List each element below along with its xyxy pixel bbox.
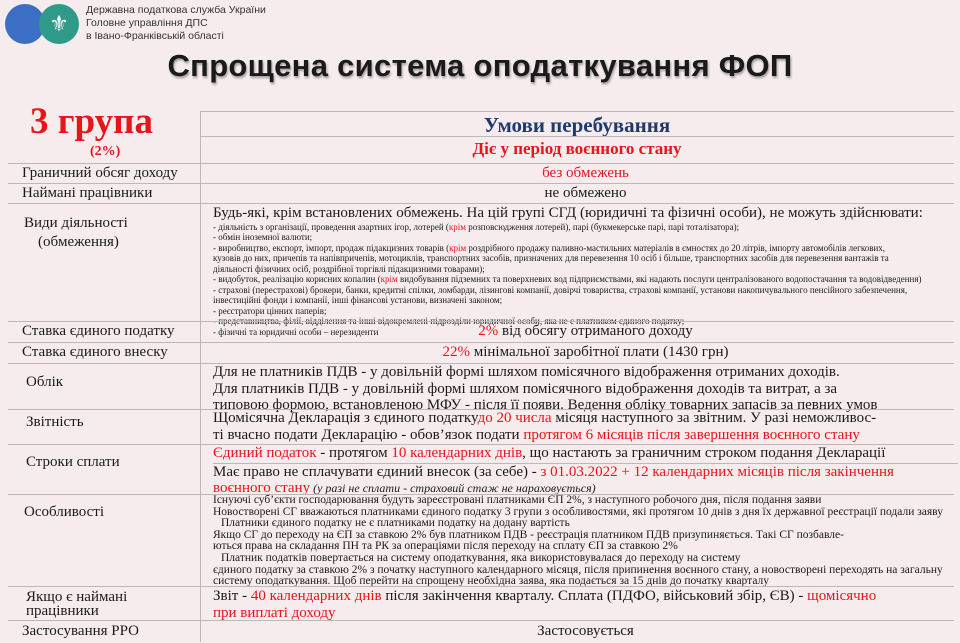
- rro-label: Застосування РРО: [22, 623, 139, 639]
- martial-law-note: Діє у період воєнного стану: [472, 139, 682, 158]
- contribution-value: 22% мінімальної заробітної плати (1430 грн): [442, 344, 729, 360]
- hired-employees-label: Якщо є наймані працівники: [26, 589, 128, 619]
- conditions-header: Умови перебування: [483, 113, 671, 137]
- organization-name: [86, 4, 266, 43]
- feature-line: Новостворені СГ вважаються платниками єдиного податку 3 групи з особливостями, які протягом 10 днів з дня їх державної реєстрації подали заяву: [213, 505, 943, 518]
- accounting-line: Для не платників ПДВ - у довільній формі шляхом помісячного відображення отриманих доходів.: [213, 364, 840, 380]
- reporting-line: ті вчасно подати Декларацію - обов’язок подати протягом 6 місяців після завершення воєнного стану: [213, 426, 860, 443]
- feature-line: Платник податків повертається на систему оподаткування, яка використовувалася до переходу на систему: [221, 551, 741, 564]
- income-limit-label: Граничний обсяг доходу: [22, 165, 178, 181]
- restriction-item: - видобуток, реалізацію корисних копалин (крім видобування підземних та поверхневих вод підприємствами, які надають послуги централізованого водопостачання та водовідведення): [213, 274, 922, 284]
- feature-line: ються права на складання ПН та РК за операціями після переходу на сплату ЄП за ставкою 2%: [213, 540, 678, 553]
- page-header: [0, 0, 960, 48]
- rro-value: Застосовується: [537, 623, 634, 639]
- restriction-item: - реєстратори цінних паперів;: [213, 305, 327, 316]
- martial-law-row: [200, 136, 954, 162]
- payment-line: воєнного стану (у разі не сплати - страховий стаж не нараховується): [213, 480, 596, 496]
- payment-label: Строки сплати: [26, 454, 120, 470]
- restriction-item: - страхові (перестрахові) брокери, банки, кредитні спілки, ломбарди, лізингові компанії, довірчі товариства, страхові компанії, установи накопичувального пенсійного забезпечення,: [213, 284, 908, 295]
- payment-line: Єдиний податок - протягом 10 календарних днів, що настають за граничним строком подання Декларації: [213, 445, 958, 464]
- restriction-item: - представництва, філії, відділення та інші відокремлені підрозділи юридичної особи, яка не є платником єдиного податку;: [213, 316, 685, 326]
- feature-line: Існуючі суб’єкти господарювання будуть зареєстровані платниками ЄП 2%, з наступного робочого дня, після подання заяви: [213, 494, 822, 506]
- reporting-row: [8, 409, 954, 445]
- feature-line: єдиного податку за ставкою 2% з початку наступного календарного місяця, після припинення воєнного стану, а новостворені переходять на загальну: [213, 563, 943, 576]
- restriction-item: - обмін іноземної валюти;: [213, 232, 313, 242]
- rro-row: [8, 620, 954, 643]
- hired-line: Звіт - 40 календарних днів після закінчення кварталу. Сплата (ПДФО, військовий збір, ЄВ) - щомісячно: [213, 588, 877, 604]
- restriction-item: - діяльність з організації, проведення азартних ігор, лотерей (крім розповсюдження лотерей), парі (букмекерське парі, парі тоталізатора);: [213, 221, 740, 232]
- org-line-3: в Івано-Франківській області: [86, 30, 224, 42]
- tax-rate-row: [8, 321, 954, 343]
- activities-intro: Будь-які, крім встановлених обмежень. На цій групі СГД (юридичні та фізичні особи), не можуть здійснювати:: [213, 205, 923, 221]
- features-label: Особливості: [24, 504, 104, 520]
- income-limit-value: без обмежень: [542, 165, 629, 181]
- restriction-item: - виробництво, експорт, імпорт, продаж підакцизних товарів (крім роздрібного продажу паливно-мастильних матеріалів в ємностях до 20 літрів, імпорту автомобілів легкових,: [213, 242, 886, 253]
- activities-label: Види діяльності: [24, 215, 128, 231]
- accounting-line: типовою формою, встановленою МФУ - після її появи. Ведення обліку товарних запасів за певних умов: [213, 397, 878, 413]
- features-content: [213, 495, 958, 588]
- reporting-line: Щомісячна Декларація з єдиного податкудо 20 числа місяця наступного за звітним. У разі неможливос-: [213, 410, 877, 426]
- contribution-row: [8, 342, 954, 364]
- page-title: Спрощена система оподаткування ФОП: [167, 48, 793, 83]
- payment-line: Має право не сплачувати єдиний внесок (за себе) - з 01.03.2022 + 12 календарних місяців після закінчення: [213, 463, 894, 480]
- income-limit-row: [8, 163, 954, 184]
- hired-employees-content: [213, 588, 958, 621]
- restriction-item: кузовів до них, причепів та напівпричепів, мотоциклів, транспортних засобів, призначених для перевезення 10 осіб і більше, транспортних засобів для перевезення вантажів та: [213, 253, 889, 263]
- feature-line: Платники єдиного податку не є платниками податку на додану вартість: [221, 517, 570, 530]
- accounting-label: Облік: [26, 374, 64, 390]
- contribution-label: Ставка єдиного внеску: [22, 344, 168, 360]
- hired-employees-row: [8, 586, 954, 621]
- accounting-line: Для платників ПДВ - у довільній формі шляхом помісячного відображення доходів та витрат, а за: [213, 380, 838, 397]
- trident-icon: ⚜: [39, 4, 79, 44]
- conditions-header-row: [200, 111, 954, 137]
- restriction-item: інвестиційні фонди і компанії, інші фінансові установи, визначені законом;: [213, 295, 503, 305]
- employees-label: Наймані працівники: [22, 185, 153, 201]
- employees-value: не обмежено: [544, 185, 627, 201]
- activities-content: [213, 205, 958, 337]
- payment-content: [213, 445, 958, 497]
- features-row: [8, 494, 954, 587]
- org-line-2: Головне управління ДПС: [86, 17, 208, 29]
- feature-line: Якщо СГ до переходу на ЄП за ставкою 2% був платником ПДВ - реєстрація платником ПДВ призупиняється. Такі СГ позбавле-: [213, 528, 844, 541]
- hired-line: при виплаті доходу: [213, 604, 336, 621]
- tax-rate-value: 2% від обсягу отриманого доходу: [478, 323, 693, 339]
- feature-line: систему оподаткування. Щоб перейти на спрощену необхідна заява, яка подається за 15 днів до початку кварталу: [213, 575, 770, 588]
- employees-row: [8, 183, 954, 204]
- org-line-1: Державна податкова служба України: [86, 4, 266, 16]
- reporting-label: Звітність: [26, 414, 84, 430]
- activities-label-note: (обмеження): [38, 234, 119, 250]
- payment-row: [8, 444, 954, 495]
- tax-rate-label: Ставка єдиного податку: [22, 323, 175, 339]
- accounting-content: [213, 364, 958, 414]
- accounting-row: [8, 363, 954, 413]
- group-title: 3 група: [30, 101, 153, 142]
- group-rate: (2%): [90, 144, 121, 159]
- restriction-item: діяльності фізичних осіб, роздрібної торгівлі підакцизними товарами);: [213, 263, 485, 274]
- restriction-item: - фізичні та юридичні особи – нерезиденти: [213, 326, 379, 337]
- reporting-content: [213, 410, 958, 443]
